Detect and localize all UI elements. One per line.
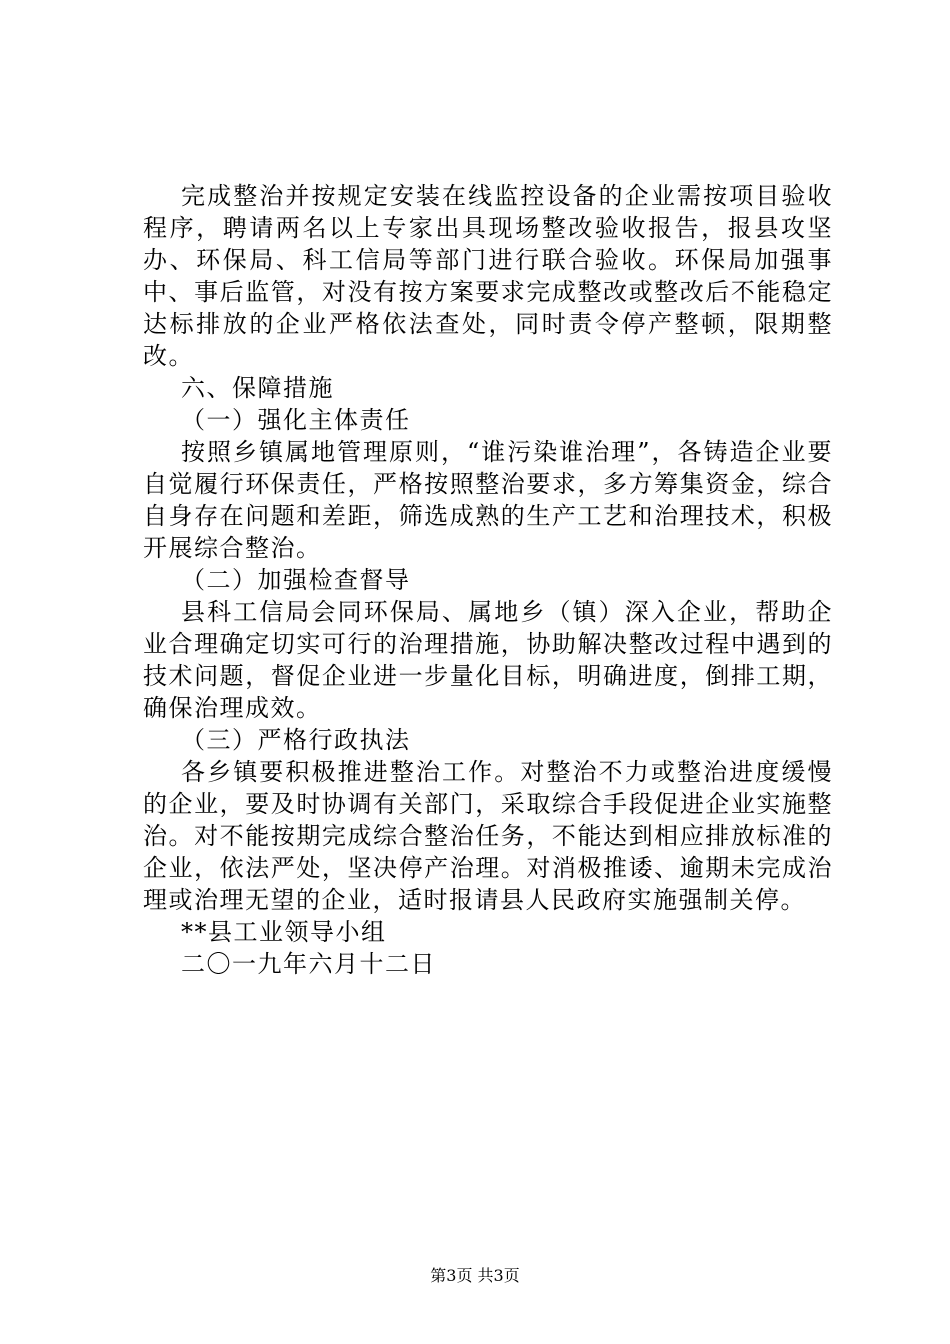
section-heading-safeguards: 六、保障措施: [181, 374, 334, 402]
subheading-enforcement: （三）严格行政执法: [181, 726, 411, 754]
paragraph-acceptance: 完成整治并按规定安装在线监控设备的企业需按项目验收程序，聘请两名以上专家出具现场整改验收报告，报县攻坚办、环保局、科工信局等部门进行联合验收。环保局加强事中、事后监管，对没有按方案要求完成整改或整改后不能稳定达标排放的企业严格依法查处，同时责令停产整顿，限期整改。: [143, 182, 833, 370]
paragraph-responsibility: 按照乡镇属地管理原则，“谁污染谁治理”，各铸造企业要自觉履行环保责任，严格按照整治要求，多方筹集资金，综合自身存在问题和差距，筛选成熟的生产工艺和治理技术，积极开展综合整治。: [143, 438, 833, 562]
date-line: 二〇一九年六月十二日: [181, 950, 436, 978]
paragraph-supervision: 县科工信局会同环保局、属地乡（镇）深入企业，帮助企业合理确定切实可行的治理措施，协助解决整改过程中遇到的技术问题，督促企业进一步量化目标，明确进度，倒排工期，确保治理成效。: [143, 598, 833, 722]
subheading-responsibility: （一）强化主体责任: [181, 406, 411, 434]
subheading-supervision: （二）加强检查督导: [181, 566, 411, 594]
signature-line: **县工业领导小组: [181, 918, 387, 946]
paragraph-enforcement: 各乡镇要积极推进整治工作。对整治不力或整治进度缓慢的企业，要及时协调有关部门，采取综合手段促进企业实施整治。对不能按期完成综合整治任务，不能达到相应排放标准的企业，依法严处，坚决停产治理。对消极推诿、逾期未完成治理或治理无望的企业，适时报请县人民政府实施强制关停。: [143, 758, 833, 914]
document-body: [143, 180, 833, 980]
page-footer: 第3页 共3页: [430, 1266, 520, 1285]
